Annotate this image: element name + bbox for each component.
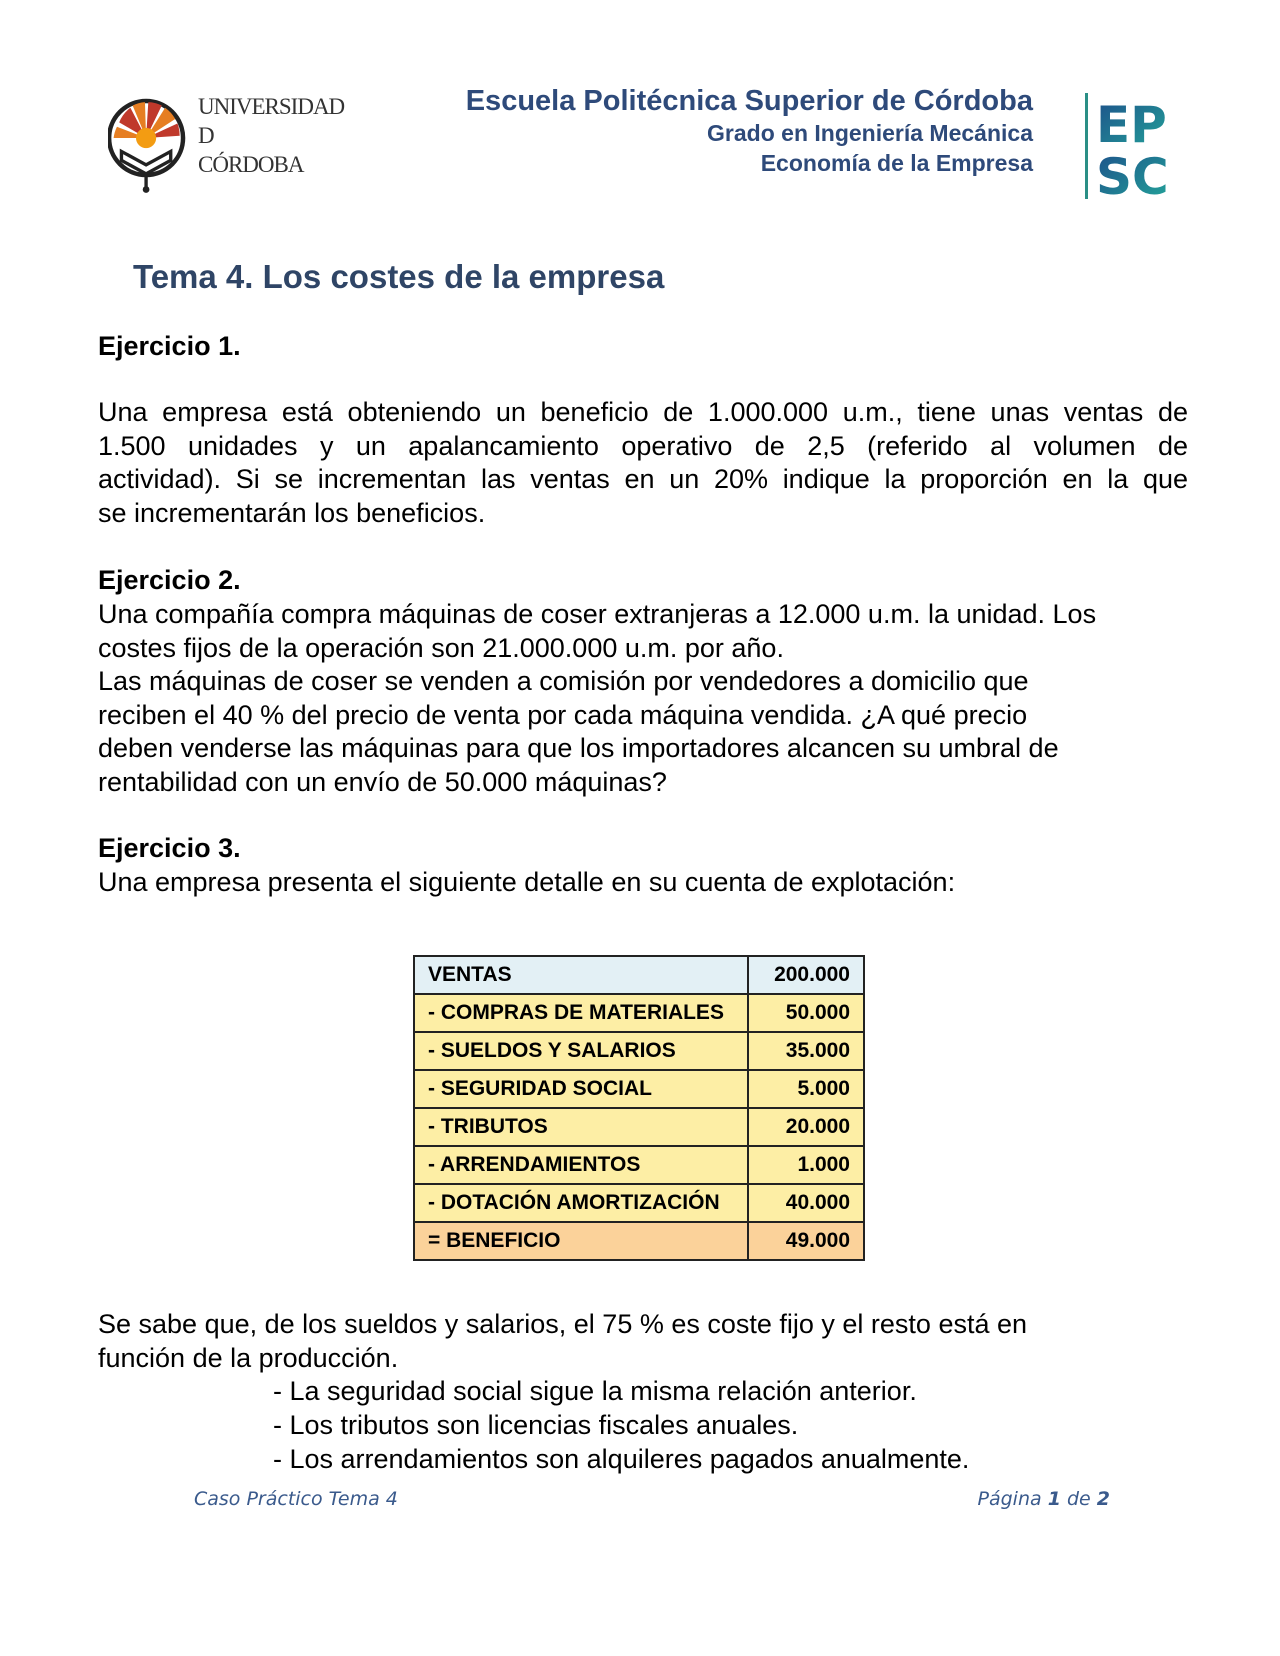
exercise-1-text — [98, 396, 1188, 530]
row-label: - DOTACIÓN AMORTIZACIÓN — [414, 1184, 748, 1222]
exercise-1-line-2: 1.500 unidades y un apalancamiento operativo de 2,5 (referido al volumen de — [98, 430, 1188, 461]
exercise-1-line-3: actividad). Si se incrementan las ventas en un 20% indique la proporción en la que — [98, 464, 1188, 494]
university-name — [198, 92, 344, 179]
exercise-3-heading: Ejercicio 3. — [98, 833, 241, 863]
exercise-3-line-2: función de la producción. — [98, 1342, 399, 1373]
subject-name: Economía de la Empresa — [760, 150, 1033, 176]
exercise-2-heading: Ejercicio 2. — [98, 565, 241, 595]
university-line-2: D — [198, 123, 214, 148]
exercise-2-line-6: rentabilidad con un envío de 50.000 máquinas? — [98, 766, 667, 797]
exercise-1-heading: Ejercicio 1. — [98, 331, 241, 361]
epsc-logo-line-1: EP — [1096, 96, 1167, 154]
row-label: = BENEFICIO — [414, 1222, 748, 1260]
degree-name: Grado en Ingeniería Mecánica — [707, 120, 1033, 146]
table-row — [414, 956, 864, 994]
page-separator: de — [1066, 1488, 1091, 1510]
footer-page-number — [978, 1488, 1110, 1510]
exercise-2-text — [98, 598, 1188, 799]
table-row — [414, 994, 864, 1032]
bullet-item: - La seguridad social sigue la misma relación anterior. — [273, 1376, 917, 1406]
epsc-logo-icon — [1096, 94, 1180, 200]
exercise-3-line-1: Se sabe que, de los sueldos y salarios, el 75 % es coste fijo y el resto está en — [98, 1309, 1028, 1339]
row-value: 5.000 — [748, 1070, 864, 1108]
school-name: Escuela Politécnica Superior de Córdoba — [465, 85, 1033, 117]
row-label: - ARRENDAMIENTOS — [414, 1146, 748, 1184]
table-row — [414, 1184, 864, 1222]
footer-case-label: Caso Práctico Tema 4 — [194, 1488, 398, 1510]
bullet-item: - Los arrendamientos son alquileres pagados anualmente. — [273, 1444, 970, 1474]
row-label: - TRIBUTOS — [414, 1108, 748, 1146]
epsc-logo-line-2: SC — [1096, 148, 1169, 200]
exercise-3-intro: Una empresa presenta el siguiente detalle en su cuenta de explotación: — [98, 867, 956, 897]
table-row — [414, 1222, 864, 1260]
row-value: 49.000 — [748, 1222, 864, 1260]
exercise-2-line-5: deben venderse las máquinas para que los importadores alcancen su umbral de — [98, 733, 1059, 763]
row-value: 35.000 — [748, 1032, 864, 1070]
page-prefix: Página — [977, 1488, 1042, 1510]
epsc-divider — [1085, 93, 1088, 199]
row-label: - SEGURIDAD SOCIAL — [414, 1070, 748, 1108]
row-value: 40.000 — [748, 1184, 864, 1222]
table-row — [414, 1032, 864, 1070]
income-statement-table — [413, 955, 865, 1261]
table-row — [414, 1108, 864, 1146]
bullet-item: - Los tributos son licencias fiscales anuales. — [273, 1410, 799, 1440]
row-label: - COMPRAS DE MATERIALES — [414, 994, 748, 1032]
page-current: 1 — [1047, 1488, 1061, 1510]
row-label: VENTAS — [414, 956, 748, 994]
row-label: - SUELDOS Y SALARIOS — [414, 1032, 748, 1070]
university-line-1: UNIVERSIDAD — [198, 94, 345, 119]
exercise-2-line-4: reciben el 40 % del precio de venta por cada máquina vendida. ¿A qué precio — [98, 699, 1028, 730]
exercise-2-line-2: costes fijos de la operación son 21.000.000 u.m. por año. — [98, 632, 784, 663]
table-row — [414, 1146, 864, 1184]
school-header — [466, 84, 1033, 178]
row-value: 20.000 — [748, 1108, 864, 1146]
exercise-2-line-1: Una compañía compra máquinas de coser extranjeras a 12.000 u.m. la unidad. Los — [98, 599, 1097, 629]
exercise-3-text — [98, 1308, 1188, 1375]
row-value: 50.000 — [748, 994, 864, 1032]
table-row — [414, 1070, 864, 1108]
exercise-2-line-3: Las máquinas de coser se venden a comisión por vendedores a domicilio que — [98, 666, 1029, 696]
row-value: 200.000 — [748, 956, 864, 994]
exercise-1-line-4: se incrementarán los beneficios. — [98, 497, 486, 528]
exercise-1-line-1: Una empresa está obteniendo un beneficio de 1.000.000 u.m., tiene unas ventas de — [98, 397, 1188, 427]
page-title: Tema 4. Los costes de la empresa — [133, 258, 665, 295]
university-line-3: CÓRDOBA — [198, 152, 304, 177]
row-value: 1.000 — [748, 1146, 864, 1184]
page-total: 2 — [1096, 1488, 1110, 1510]
